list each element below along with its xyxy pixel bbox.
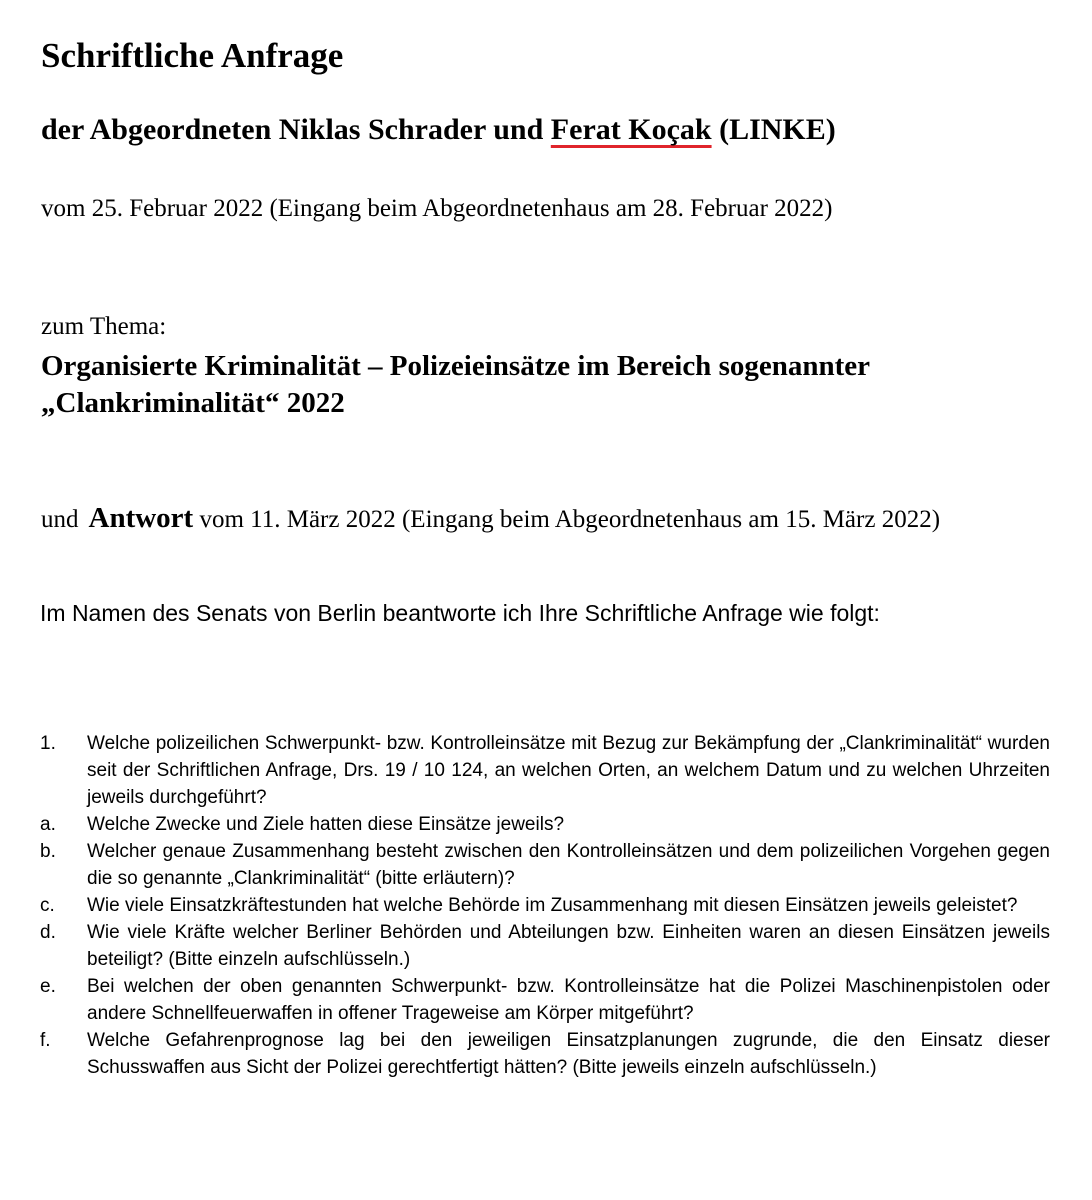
question-text: Wie viele Einsatzkräftestunden hat welche Behörde im Zusammenhang mit diesen Einsätzen jeweils geleistet? (87, 895, 1018, 916)
authors-suffix: (LINKE) (711, 113, 836, 146)
question-text: Welche Gefahrenprognose lag bei den jeweiligen Einsatzplanungen zugrunde, die den Einsatz dieser Schusswaffen aus Sicht der Polizei gerechtfertigt hätten? (Bitte jeweils einzeln aufschlüsseln.) (87, 1030, 1050, 1078)
question-item (40, 973, 1050, 1027)
question-text: Wie viele Kräfte welcher Berliner Behörden und Abteilungen bzw. Einheiten waren an diesen Einsätzen jeweils beteiligt? (Bitte einzeln aufschlüsseln.) (87, 922, 1050, 970)
intro-paragraph: Im Namen des Senats von Berlin beantworte ich Ihre Schriftliche Anfrage wie folgt: (40, 600, 880, 626)
question-list (40, 730, 1050, 1081)
question-text: Welche Zwecke und Ziele hatten diese Einsätze jeweils? (87, 814, 565, 835)
question-item (40, 892, 1050, 919)
answer-prefix: und (41, 506, 79, 533)
topic-label: zum Thema: (41, 313, 167, 340)
authors-prefix: der Abgeordneten Niklas Schrader und (41, 113, 551, 146)
question-number: f. (40, 1030, 51, 1051)
question-item (40, 838, 1050, 892)
question-number: d. (40, 922, 56, 943)
question-item (40, 919, 1050, 973)
question-item (40, 811, 1050, 838)
question-number: a. (40, 814, 56, 835)
question-number: 1. (40, 733, 56, 754)
question-number: b. (40, 841, 56, 862)
question-number: c. (40, 895, 55, 916)
question-item (40, 1027, 1050, 1081)
document-title: Schriftliche Anfrage (41, 36, 344, 75)
question-number: e. (40, 976, 56, 997)
highlighted-author-name: Ferat Koçak (550, 113, 712, 146)
answer-date: vom 11. März 2022 (Eingang beim Abgeordnetenhaus am 15. März 2022) (193, 506, 941, 533)
question-text: Welche polizeilichen Schwerpunkt- bzw. Kontrolleinsätze mit Bezug zur Bekämpfung der „Clankriminalität“ wurden seit der Schriftlichen Anfrage, Drs. 19 / 10 124, an welchen Orten, an welchem Datum und zu welchen Uhrzeiten jeweils durchgeführt? (87, 733, 1050, 808)
topic-title: Organisierte Kriminalität – Polizeieinsätze im Bereich sogenannter „Clankriminalität“ 2022 (41, 350, 870, 419)
answer-date-line (41, 500, 940, 538)
answer-word: Antwort (88, 502, 194, 534)
question-text: Welcher genaue Zusammenhang besteht zwischen den Kontrolleinsätzen und dem polizeilichen Vorgehen gegen die so genannte „Clankriminalität“ (bitte erläutern)? (87, 841, 1050, 889)
authors-line (41, 112, 836, 148)
inquiry-date-line: vom 25. Februar 2022 (Eingang beim Abgeordnetenhaus am 28. Februar 2022) (41, 195, 833, 222)
question-item (40, 730, 1050, 811)
question-text: Bei welchen der oben genannten Schwerpunkt- bzw. Kontrolleinsätze hat die Polizei Maschinenpistolen oder andere Schnellfeuerwaffen in offener Trageweise am Körper mitgeführt? (87, 976, 1050, 1024)
